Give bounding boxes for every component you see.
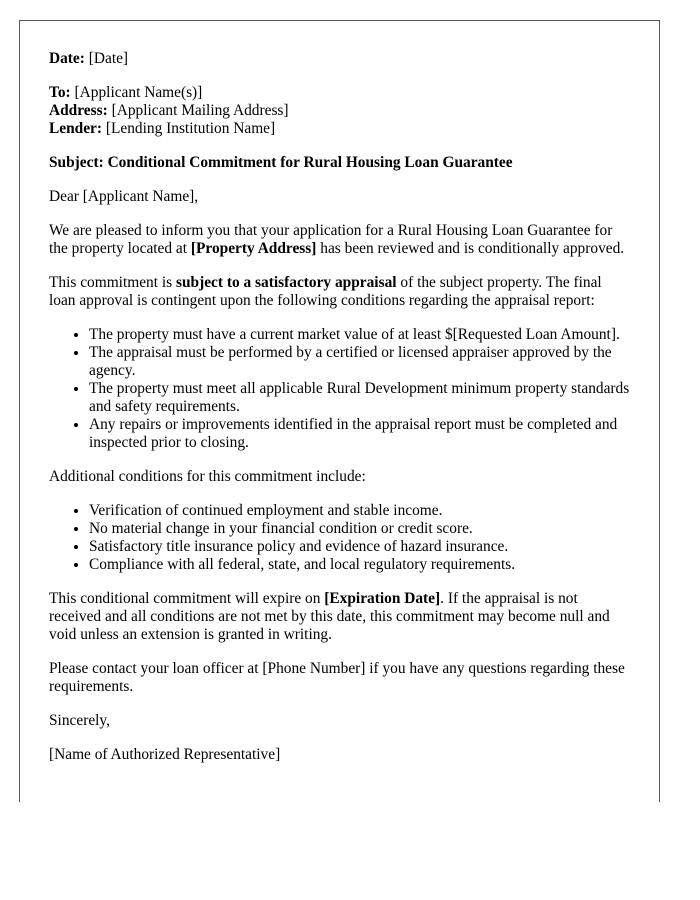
intro-text-start: We are pleased to inform you that your application for a Rural Housing Loan Guarantee for the property located at — [49, 222, 613, 257]
date-value: [Date] — [84, 50, 129, 67]
to-line — [49, 84, 631, 102]
to-label: To: — [49, 84, 71, 101]
list-item: • The property must have a current market value of at least $[Requested Loan Amount]. — [89, 326, 631, 344]
commitment-text-start: This commitment is — [49, 274, 176, 291]
intro-paragraph — [49, 222, 631, 258]
recipient-block — [49, 84, 631, 138]
signature-name: [Name of Authorized Representative] — [49, 746, 281, 763]
commitment-text-end: of the subject property. The final loan approval is contingent upon the following conditions regarding the appraisal report: — [49, 274, 602, 309]
list-item: • Satisfactory title insurance policy and evidence of hazard insurance. — [89, 538, 631, 556]
letter — [19, 20, 660, 802]
expiration-paragraph — [49, 590, 631, 644]
additional-conditions-list — [49, 502, 631, 574]
date-label: Date: — [49, 50, 85, 67]
date-line — [49, 50, 631, 68]
salutation: Dear [Applicant Name], — [49, 188, 199, 205]
list-item: • The property must meet all applicable Rural Development minimum property standards and safety requirements. — [89, 380, 631, 416]
address-line — [49, 102, 631, 120]
subject-text: Subject: Conditional Commitment for Rural Housing Loan Guarantee — [49, 154, 513, 171]
appraisal-emphasis: subject to a satisfactory appraisal — [175, 274, 397, 291]
lender-value: [Lending Institution Name] — [102, 120, 276, 137]
subject-line — [49, 154, 631, 172]
expiration-text-start: This conditional commitment will expire on — [49, 590, 325, 607]
closing: Sincerely, — [49, 712, 110, 729]
address-value: [Applicant Mailing Address] — [107, 102, 289, 119]
list-item: • The appraisal must be performed by a certified or licensed appraiser approved by the agency. — [89, 344, 631, 380]
expiration-date: [Expiration Date] — [324, 590, 441, 607]
list-item: • Verification of continued employment and stable income. — [89, 502, 631, 520]
property-address: [Property Address] — [190, 240, 317, 257]
lender-label: Lender: — [49, 120, 103, 137]
list-item: • Any repairs or improvements identified in the appraisal report must be completed and inspected prior to closing. — [89, 416, 631, 452]
commitment-paragraph — [49, 274, 631, 310]
intro-text-end: has been reviewed and is conditionally approved. — [316, 240, 625, 257]
list-item: • Compliance with all federal, state, and local regulatory requirements. — [89, 556, 631, 574]
additional-intro: Additional conditions for this commitment include: — [49, 468, 366, 485]
appraisal-conditions-list — [49, 326, 631, 452]
expiration-text-end: . If the appraisal is not received and all conditions are not met by this date, this commitment may become null and void unless an extension is granted in writing. — [49, 590, 610, 643]
to-value: [Applicant Name(s)] — [70, 84, 203, 101]
list-item: • No material change in your financial condition or credit score. — [89, 520, 631, 538]
contact-paragraph: Please contact your loan officer at [Phone Number] if you have any questions regarding these requirements. — [49, 660, 625, 695]
lender-line — [49, 120, 631, 138]
address-label: Address: — [49, 102, 108, 119]
